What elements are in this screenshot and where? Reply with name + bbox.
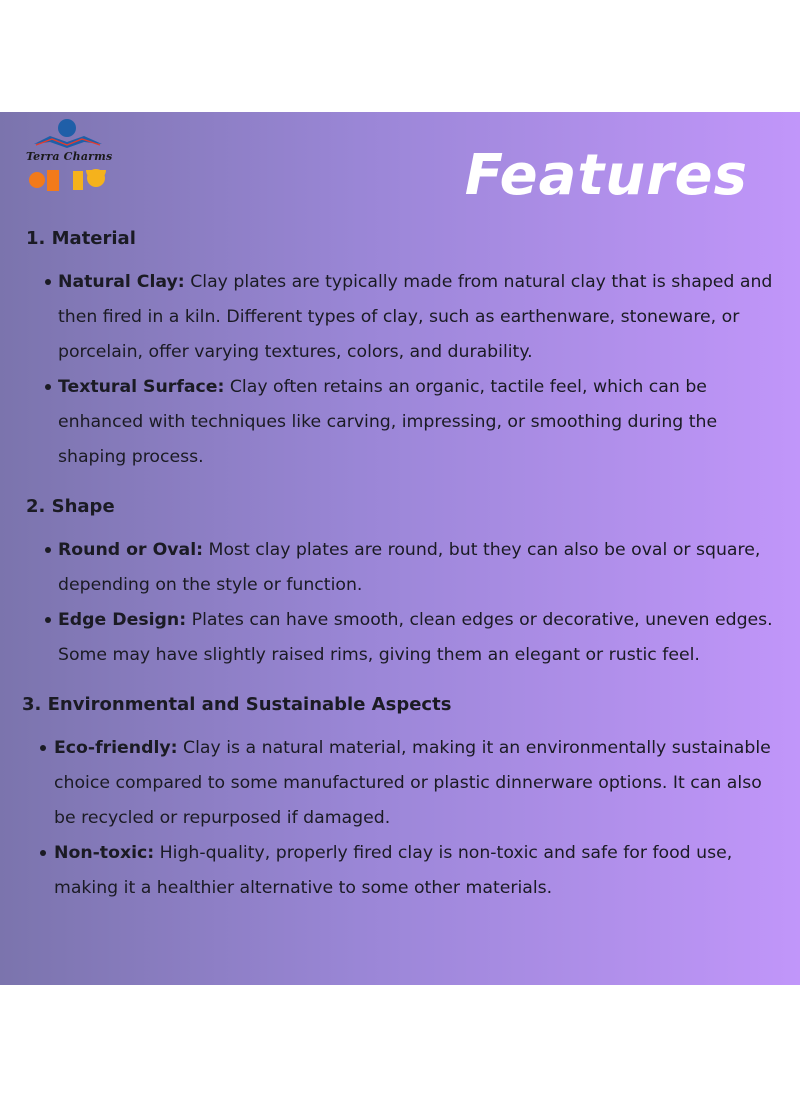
bullet-icon [45,617,51,623]
bullet-icon [45,279,51,285]
item-term: Eco-friendly: [54,738,178,758]
item-term: Round or Oval: [58,540,204,560]
item-term: Non-toxic: [54,843,155,863]
bullet-icon [45,384,51,390]
list-item [0,731,800,836]
item-text: Plates can have smooth, clean edges or decorative, uneven edges. Some may have slightly raised rims, giving them an elegant or rustic feel. [58,610,773,665]
bullet-icon [45,547,51,553]
section-heading: 3. Environmental and Sustainable Aspects [22,694,452,715]
item-term: Textural Surface: [58,377,225,397]
features-panel [0,112,800,985]
bullet-icon [40,745,46,751]
item-text: Clay is a natural material, making it an environmentally sustainable choice compared to some manufactured or plastic dinnerware options. It can also be recycled or repurposed if damaged. [54,738,771,828]
item-text: Clay plates are typically made from natural clay that is shaped and then fired in a kiln. Different types of clay, such as earthenware, stoneware, or porcelain, offer varying textures, colors, and durability. [58,272,773,362]
section-shape [0,498,800,673]
section-material [0,230,800,475]
list-item [0,836,800,906]
bullet-list [0,265,800,475]
page-title: Features [464,143,748,208]
list-item [0,603,800,673]
item-text: Clay often retains an organic, tactile feel, which can be enhanced with techniques like carving, impressing, or smoothing during the shaping process. [58,377,718,467]
item-text: Most clay plates are round, but they can also be oval or square, depending on the style or function. [58,540,761,595]
list-item [0,370,800,475]
section-heading: 1. Material [26,228,136,249]
section-environmental [0,696,800,906]
brand-name: Terra Charms [26,150,113,163]
list-item [0,265,800,370]
item-term: Edge Design: [58,610,187,630]
bullet-icon [40,850,46,856]
item-text: High-quality, properly fired clay is non-toxic and safe for food use, making it a healthier alternative to some other materials. [54,843,733,898]
section-heading: 2. Shape [26,496,115,517]
bullet-list [0,731,800,906]
brand-logo [26,118,116,196]
item-term: Natural Clay: [58,272,185,292]
bullet-list [0,533,800,673]
list-item [0,533,800,603]
